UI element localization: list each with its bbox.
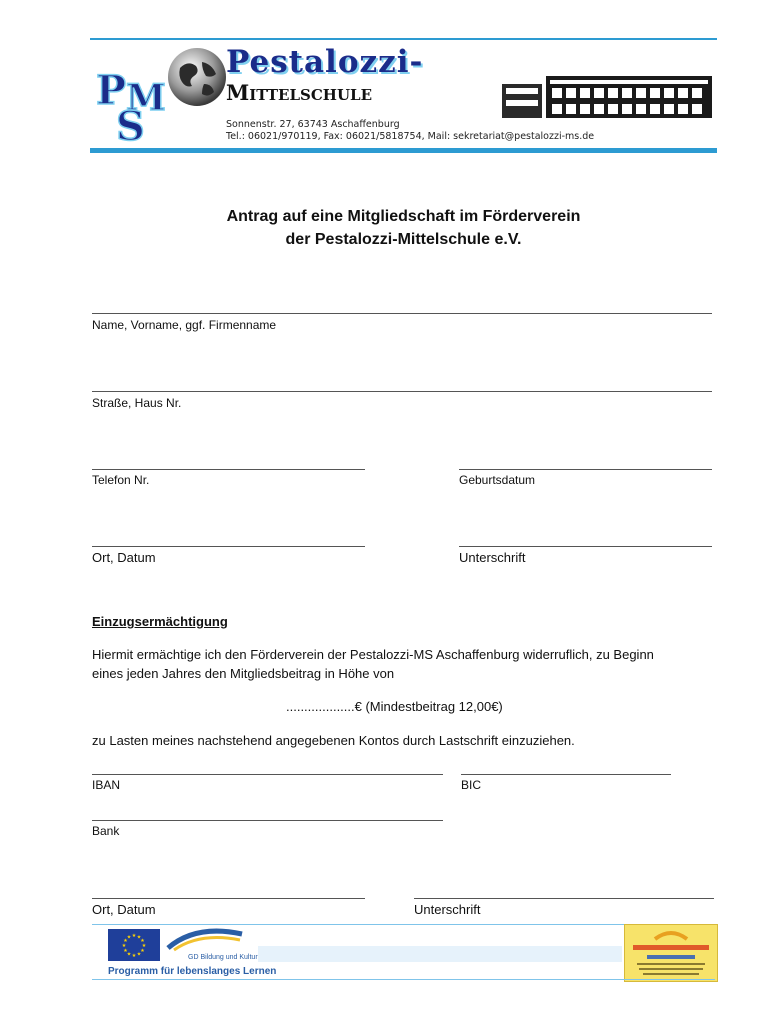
globe-icon	[166, 46, 228, 108]
svg-text:★: ★	[141, 943, 147, 949]
svg-text:★: ★	[131, 953, 137, 959]
school-contact: Tel.: 06021/970119, Fax: 06021/5818754, Mail: sekretariat@pestalozzi-ms.de	[226, 131, 595, 142]
name-line[interactable]	[92, 313, 712, 314]
school-name-line1: Pestalozzi-	[226, 44, 424, 80]
mandate-paragraph-line1: Hiermit ermächtige ich den Förderverein der Pestalozzi-MS Aschaffenburg widerruflich, zu Beginn	[92, 647, 654, 662]
mandate-signature-line[interactable]	[414, 898, 714, 899]
form-title-line1: Antrag auf eine Mitgliedschaft im Förderverein	[226, 208, 581, 225]
svg-text:★: ★	[136, 934, 142, 941]
signature-label: Unterschrift	[459, 550, 526, 565]
svg-text:★: ★	[136, 951, 142, 958]
phone-line[interactable]	[92, 469, 365, 470]
signature-line[interactable]	[459, 546, 712, 547]
street-line[interactable]	[92, 391, 712, 392]
footer-top-rule	[92, 924, 715, 925]
iban-line[interactable]	[92, 774, 443, 775]
name-label: Name, Vorname, ggf. Firmenname	[92, 318, 277, 332]
amount-line[interactable]: ...................€ (Mindestbeitrag 12,00€)	[286, 699, 503, 714]
debit-line: zu Lasten meines nachstehend angegebenen Kontos durch Lastschrift einzuziehen.	[92, 733, 575, 748]
birthdate-line[interactable]	[459, 469, 712, 470]
footer-band	[258, 946, 622, 962]
bank-label: Bank	[92, 824, 120, 838]
place-date-label: Ort, Datum	[92, 550, 156, 565]
svg-text:S: S	[116, 103, 145, 142]
header-top-rule	[90, 38, 717, 40]
eu-flag-icon	[108, 929, 160, 961]
svg-text:P: P	[96, 67, 127, 114]
place-date-line[interactable]	[92, 546, 365, 547]
eu-caption: GD Bildung und Kultur	[188, 954, 258, 961]
award-badge	[624, 924, 718, 982]
svg-text:★: ★	[121, 943, 127, 949]
bic-label: BIC	[461, 778, 482, 792]
school-building-image	[498, 62, 716, 122]
program-text: Programm für lebenslanges Lernen	[108, 966, 277, 977]
form-title-line2: der Pestalozzi-Mittelschule e.V.	[285, 231, 522, 248]
phone-label: Telefon Nr.	[92, 473, 150, 487]
mandate-paragraph-line2: eines jeden Jahres den Mitgliedsbeitrag in Höhe von	[92, 666, 395, 681]
svg-text:★: ★	[123, 948, 128, 954]
svg-text:★: ★	[131, 933, 137, 939]
school-name-line2: Mittelschule	[226, 80, 373, 105]
svg-text:★: ★	[140, 948, 145, 954]
mandate-signature-label: Unterschrift	[414, 902, 481, 917]
mandate-heading: Einzugsermächtigung	[92, 614, 228, 629]
footer-bottom-rule	[92, 979, 715, 980]
birthdate-label: Geburtsdatum	[459, 473, 536, 487]
header-bottom-rule	[90, 148, 717, 153]
bank-line[interactable]	[92, 820, 443, 821]
mandate-place-date-line[interactable]	[92, 898, 365, 899]
mandate-place-date-label: Ort, Datum	[92, 902, 156, 917]
bic-line[interactable]	[461, 774, 671, 775]
svg-text:★: ★	[126, 951, 132, 958]
svg-text:M: M	[126, 77, 166, 119]
swoosh-logo	[166, 928, 244, 952]
svg-text:★: ★	[126, 934, 132, 941]
street-label: Straße, Haus Nr.	[92, 396, 182, 410]
svg-text:★: ★	[140, 938, 145, 944]
school-address: Sonnenstr. 27, 63743 Aschaffenburg	[226, 119, 400, 130]
svg-text:★: ★	[123, 938, 128, 944]
iban-label: IBAN	[92, 778, 121, 792]
